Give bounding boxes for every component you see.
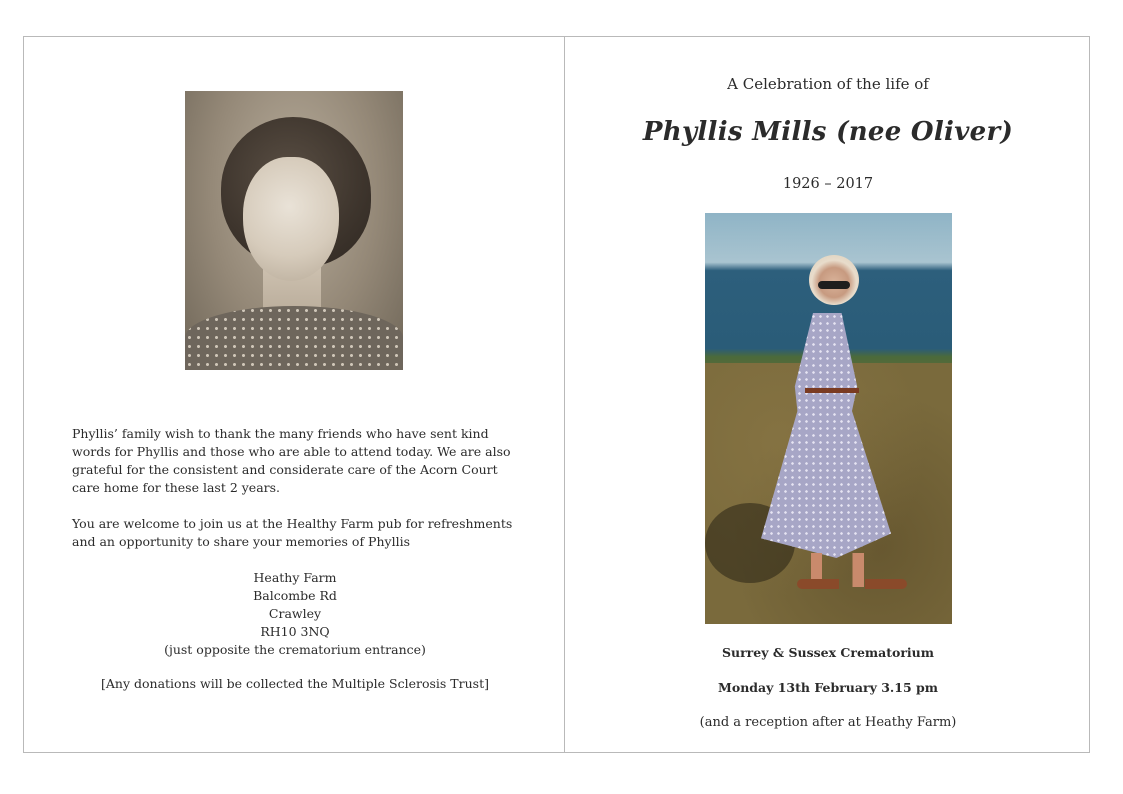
thanks-paragraph: Phyllis’ family wish to thank the many friends who have sent kind words for Phyllis and those who are able to attend today. We are also grateful for the consistent and considerate care of the Acorn Court care home for these last 2 years. [72,426,511,495]
order-of-service-sheet [23,36,1090,753]
service-datetime: Monday 13th February 3.15 pm [718,680,938,695]
reception-note: (and a reception after at Heathy Farm) [699,715,957,730]
address-line: RH10 3NQ [260,624,330,639]
address-block [72,569,518,659]
seaside-photo [705,213,952,624]
left-page [24,37,564,752]
address-line: (just opposite the crematorium entrance) [164,642,426,657]
left-page-text [72,425,518,693]
deceased-name: Phyllis Mills (nee Oliver) [642,117,1014,147]
life-years: 1926 – 2017 [782,176,874,192]
right-page [565,37,1091,752]
donations-note: [Any donations will be collected the Multiple Sclerosis Trust] [101,676,489,691]
address-line: Balcombe Rd [253,588,337,603]
welcome-paragraph: You are welcome to join us at the Healthy Farm pub for refreshments and an opportunity to share your memories of Phyllis [72,516,513,549]
sepia-portrait-photo [185,91,403,370]
address-line: Crawley [268,606,322,621]
celebration-heading: A Celebration of the life of [727,75,929,93]
crematorium-venue: Surrey & Sussex Crematorium [721,645,934,660]
address-line: Heathy Farm [253,570,337,585]
